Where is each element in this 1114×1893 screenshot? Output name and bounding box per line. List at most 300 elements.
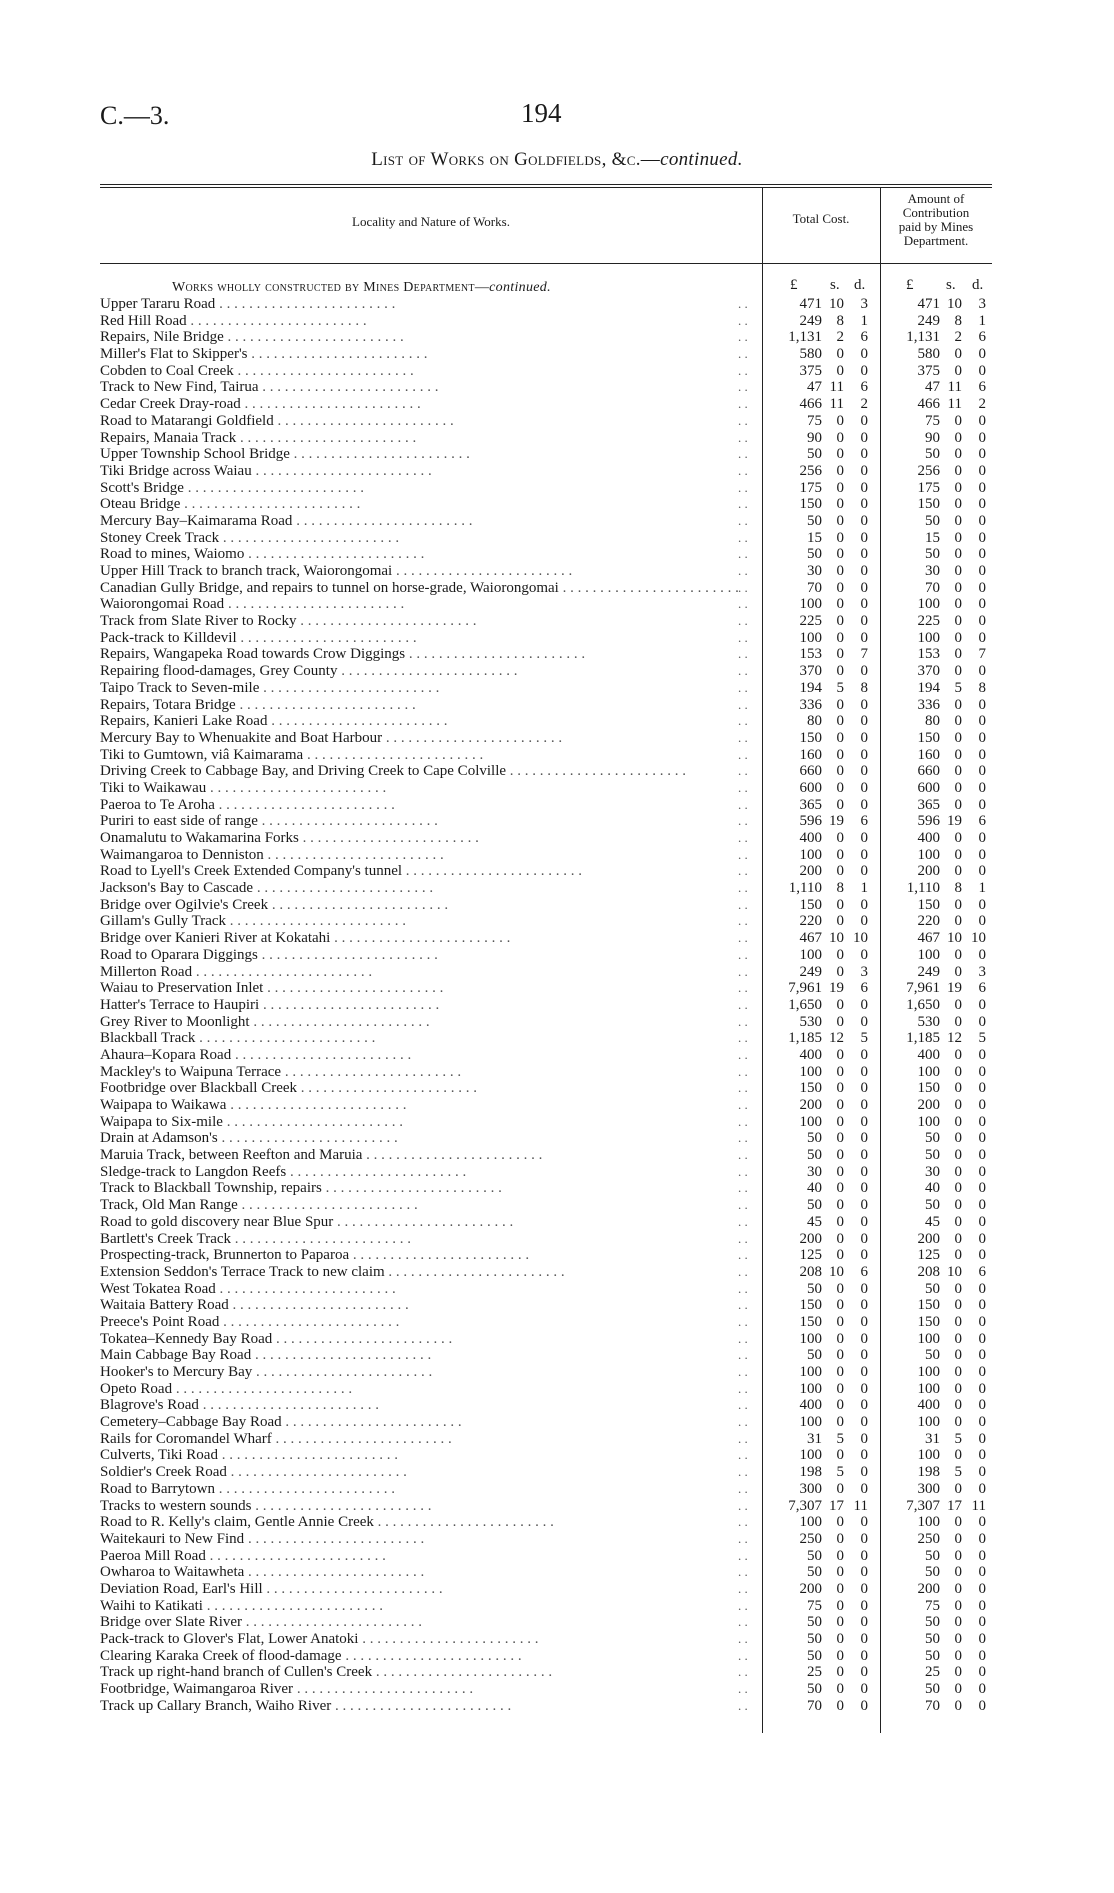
contribution-pounds: 15 — [925, 529, 940, 546]
leader-dots: . . — [738, 1514, 758, 1531]
leader-dots: . . — [738, 446, 758, 463]
total-cost-pence: 0 — [860, 596, 868, 613]
table-row — [0, 880, 1114, 897]
table-row — [0, 1197, 1114, 1214]
total-cost-pence: 0 — [860, 563, 868, 579]
total-cost-pence: 0 — [860, 1180, 868, 1197]
contribution-pounds: 150 — [917, 729, 940, 746]
contribution-shillings: 0 — [954, 1297, 962, 1314]
contribution-shillings: 0 — [954, 946, 962, 963]
total-cost-pounds: 153 — [799, 646, 822, 663]
contribution-pence: 0 — [978, 746, 986, 763]
contribution-shillings: 0 — [954, 1180, 962, 1197]
total-cost-pounds: 50 — [807, 446, 822, 463]
leader-dots: . . — [738, 980, 758, 997]
contribution-pounds: 400 — [917, 1397, 940, 1414]
total-cost-shillings: 0 — [836, 346, 844, 363]
total-cost-pence: 0 — [860, 1080, 868, 1097]
contribution-pence: 0 — [978, 479, 986, 496]
work-description: Rails for Coromandel Wharf . . — [100, 1431, 760, 1448]
total-cost-pounds: 100 — [799, 1380, 822, 1397]
table-row — [0, 1047, 1114, 1064]
table-row — [0, 1130, 1114, 1147]
contribution-pence: 0 — [978, 1013, 986, 1030]
work-description: Millerton Road . . — [100, 964, 760, 981]
total-cost-pence: 0 — [860, 1564, 868, 1581]
table-row — [0, 1464, 1114, 1481]
list-title-continued: continued. — [660, 149, 743, 170]
contribution-pounds: 50 — [925, 1647, 940, 1664]
contribution-pence: 0 — [978, 729, 986, 746]
work-description: Track from Slate River to Rocky . . — [100, 613, 760, 630]
table-row — [0, 546, 1114, 563]
contribution-pounds: 100 — [917, 846, 940, 863]
contribution-shillings: 0 — [954, 1664, 962, 1681]
leader-dots: . . — [738, 697, 758, 714]
work-description: Repairs, Totara Bridge . . — [100, 697, 760, 714]
total-cost-pence: 0 — [860, 1530, 868, 1547]
contribution-pence: 0 — [978, 1380, 986, 1397]
leader-dots: . . — [738, 997, 758, 1014]
contribution-header-line-2: Contribution — [902, 205, 970, 220]
contribution-pounds: 375 — [917, 362, 940, 379]
total-cost-shillings: 0 — [836, 546, 844, 563]
total-cost-pounds: 220 — [799, 913, 822, 930]
contribution-shillings: 0 — [954, 1163, 962, 1180]
contribution-pounds: 150 — [917, 896, 940, 913]
total-cost-pounds: 50 — [807, 1347, 822, 1364]
work-description: Ahaura–Kopara Road . . — [100, 1047, 760, 1064]
table-row — [0, 1381, 1114, 1398]
total-cost-pounds: 198 — [799, 1464, 822, 1481]
contribution-pence: 11 — [971, 1497, 986, 1514]
total-cost-pounds: 471 — [799, 296, 822, 312]
leader-dots: . . — [738, 880, 758, 897]
total-cost-pounds: 1,131 — [788, 329, 822, 346]
total-cost-pence: 0 — [860, 1697, 868, 1714]
total-cost-shillings: 5 — [836, 679, 844, 696]
leader-dots: . . — [738, 363, 758, 380]
total-cost-shillings: 0 — [836, 946, 844, 963]
contribution-pence: 6 — [978, 813, 986, 830]
contribution-pounds: 1,131 — [906, 329, 940, 346]
leader-dots: . . — [738, 613, 758, 630]
locality-column-header: Locality and Nature of Works. — [352, 214, 510, 229]
total-cost-pounds: 50 — [807, 1197, 822, 1214]
leader-dots: . . — [738, 1264, 758, 1281]
total-cost-shillings: 0 — [836, 1547, 844, 1564]
total-cost-pounds: 80 — [807, 713, 822, 730]
total-cost-pounds: 1,110 — [788, 880, 822, 897]
contribution-shillings: 0 — [954, 1597, 962, 1614]
leader-dots: . . — [738, 1531, 758, 1548]
total-cost-pence: 0 — [860, 529, 868, 546]
total-cost-pence: 0 — [860, 1547, 868, 1564]
total-cost-pounds: 50 — [807, 1547, 822, 1564]
contribution-pounds: 70 — [925, 579, 940, 596]
total-cost-pence: 3 — [860, 296, 868, 312]
leader-dots: . . — [738, 713, 758, 730]
leader-dots: . . — [738, 1598, 758, 1615]
total-cost-pence: 0 — [860, 1614, 868, 1631]
contribution-pounds: 100 — [917, 1063, 940, 1080]
table-row — [0, 813, 1114, 830]
total-cost-pounds: 200 — [799, 1097, 822, 1113]
contribution-shillings: 0 — [954, 1213, 962, 1230]
work-description: Bridge over Kanieri River at Kokatahi . . — [100, 930, 760, 947]
total-cost-pence: 0 — [860, 496, 868, 513]
contribution-shillings: 0 — [954, 1564, 962, 1581]
work-description: Tokatea–Kennedy Bay Road . . — [100, 1331, 760, 1348]
work-description: Culverts, Tiki Road . . — [100, 1447, 760, 1464]
contribution-pounds: 50 — [925, 1147, 940, 1164]
work-description: Hatter's Terrace to Haupiri . . — [100, 997, 760, 1014]
contribution-pence: 0 — [978, 1297, 986, 1314]
leader-dots: . . — [738, 913, 758, 930]
work-description: Main Cabbage Bay Road . . — [100, 1347, 760, 1364]
total-cost-shillings: 0 — [836, 830, 844, 846]
contribution-pounds: 400 — [917, 830, 940, 846]
contribution-shillings: 0 — [954, 1247, 962, 1264]
total-cost-pence: 0 — [860, 429, 868, 446]
total-cost-pence: 0 — [860, 946, 868, 963]
total-cost-pounds: 256 — [799, 462, 822, 479]
total-cost-pounds: 70 — [807, 1697, 822, 1714]
total-cost-shillings: 0 — [836, 362, 844, 379]
total-cost-shillings: 0 — [836, 913, 844, 930]
leader-dots: . . — [738, 747, 758, 764]
total-cost-pounds: 50 — [807, 1681, 822, 1698]
contribution-shillings: 0 — [954, 913, 962, 930]
work-description: Jackson's Bay to Cascade . . — [100, 880, 760, 897]
contribution-shillings: 0 — [954, 729, 962, 746]
contribution-pounds: 30 — [925, 563, 940, 579]
contribution-shillings: 8 — [954, 312, 962, 329]
total-cost-shillings: 0 — [836, 429, 844, 446]
work-description: Pack-track to Killdevil . . — [100, 630, 760, 647]
contribution-pounds: 7,307 — [906, 1497, 940, 1514]
contribution-pounds: 50 — [925, 1614, 940, 1631]
header-bottom-rule — [100, 263, 992, 264]
work-description: Repairs, Wangapeka Road towards Crow Diggings . . — [100, 646, 760, 663]
contribution-shillings: 0 — [954, 1580, 962, 1597]
total-cost-pounds: 40 — [807, 1180, 822, 1197]
total-cost-pounds: 30 — [807, 563, 822, 579]
contribution-pence: 0 — [978, 1364, 986, 1380]
total-cost-pence: 0 — [860, 796, 868, 813]
contribution-pounds: 125 — [917, 1247, 940, 1264]
total-cost-pounds: 70 — [807, 579, 822, 596]
leader-dots: . . — [738, 1281, 758, 1298]
table-row — [0, 997, 1114, 1014]
table-row — [0, 1564, 1114, 1581]
work-description: Oteau Bridge . . — [100, 496, 760, 513]
total-cost-pence: 0 — [860, 1347, 868, 1364]
total-cost-pence: 0 — [860, 1414, 868, 1431]
contribution-pounds: 50 — [925, 546, 940, 563]
total-cost-pounds: 75 — [807, 1597, 822, 1614]
leader-dots: . . — [738, 1431, 758, 1448]
contribution-pounds: 100 — [917, 946, 940, 963]
contribution-pence: 0 — [978, 613, 986, 630]
work-description: Bridge over Slate River . . — [100, 1614, 760, 1631]
total-cost-pounds: 100 — [799, 629, 822, 646]
contribution-pounds: 47 — [925, 379, 940, 396]
total-cost-shillings: 0 — [836, 1247, 844, 1264]
contribution-pounds: 100 — [917, 1414, 940, 1431]
table-row — [0, 1581, 1114, 1598]
total-cost-shillings: 5 — [836, 1430, 844, 1447]
total-cost-pounds: 7,307 — [788, 1497, 822, 1514]
contribution-pence: 0 — [978, 512, 986, 529]
total-cost-pounds: 600 — [799, 779, 822, 796]
work-description: Repairs, Kanieri Lake Road . . — [100, 713, 760, 730]
contribution-shillings: 0 — [954, 479, 962, 496]
total-cost-pence: 0 — [860, 1464, 868, 1481]
contribution-pence: 0 — [978, 1430, 986, 1447]
shillings-unit-2: s. — [946, 277, 956, 293]
work-description: Road to Oparara Diggings . . — [100, 947, 760, 964]
total-cost-shillings: 0 — [836, 462, 844, 479]
work-description: Clearing Karaka Creek of flood-damage . . — [100, 1648, 760, 1665]
total-cost-pounds: 208 — [799, 1263, 822, 1280]
contribution-pounds: 1,650 — [906, 996, 940, 1013]
total-cost-pence: 6 — [860, 379, 868, 396]
pounds-unit: £ — [790, 277, 798, 293]
total-cost-pence: 0 — [860, 1247, 868, 1264]
total-cost-shillings: 11 — [829, 379, 844, 396]
table-row — [0, 496, 1114, 513]
contribution-pence: 0 — [978, 1547, 986, 1564]
work-description: Tiki to Gumtown, viâ Kaimarama . . — [100, 747, 760, 764]
contribution-shillings: 0 — [954, 1631, 962, 1647]
contribution-shillings: 5 — [954, 1464, 962, 1481]
total-cost-shillings: 0 — [836, 596, 844, 613]
leader-dots: . . — [738, 296, 758, 313]
contribution-pence: 0 — [978, 1147, 986, 1164]
total-cost-shillings: 0 — [836, 963, 844, 980]
contribution-pence: 0 — [978, 846, 986, 863]
work-description: Footbridge over Blackball Creek . . — [100, 1080, 760, 1097]
table-row — [0, 1180, 1114, 1197]
table-row — [0, 1664, 1114, 1681]
table-row — [0, 1281, 1114, 1298]
work-description: Gillam's Gully Track . . — [100, 913, 760, 930]
contribution-pence: 0 — [978, 1163, 986, 1180]
total-cost-pounds: 125 — [799, 1247, 822, 1264]
list-title — [0, 149, 1114, 171]
total-cost-shillings: 0 — [836, 613, 844, 630]
total-cost-pounds: 50 — [807, 1147, 822, 1164]
total-cost-shillings: 19 — [829, 813, 844, 830]
table-row — [0, 947, 1114, 964]
leader-dots: . . — [738, 1631, 758, 1648]
total-cost-pence: 0 — [860, 346, 868, 363]
leader-dots: . . — [738, 1214, 758, 1231]
work-description: Repairs, Nile Bridge . . — [100, 329, 760, 346]
total-cost-pence: 0 — [860, 512, 868, 529]
leader-dots: . . — [738, 1064, 758, 1081]
total-cost-pounds: 15 — [807, 529, 822, 546]
contribution-pounds: 150 — [917, 496, 940, 513]
contribution-shillings: 0 — [954, 1280, 962, 1297]
total-cost-pounds: 160 — [799, 746, 822, 763]
total-cost-shillings: 0 — [836, 1664, 844, 1681]
total-cost-pence: 0 — [860, 779, 868, 796]
contribution-shillings: 0 — [954, 563, 962, 579]
total-cost-shillings: 0 — [836, 1330, 844, 1347]
total-cost-pence: 0 — [860, 1330, 868, 1347]
total-cost-pounds: 150 — [799, 1297, 822, 1314]
total-cost-pounds: 30 — [807, 1163, 822, 1180]
leader-dots: . . — [738, 379, 758, 396]
leader-dots: . . — [738, 630, 758, 647]
contribution-pence: 3 — [978, 963, 986, 980]
contribution-pence: 0 — [978, 596, 986, 613]
contribution-pence: 0 — [978, 1280, 986, 1297]
table-row — [0, 1698, 1114, 1715]
table-row — [0, 730, 1114, 747]
leader-dots: . . — [738, 680, 758, 697]
total-cost-pounds: 150 — [799, 1080, 822, 1097]
contribution-pence: 2 — [978, 396, 986, 413]
table-row — [0, 1030, 1114, 1047]
total-cost-shillings: 0 — [836, 1046, 844, 1063]
table-row — [0, 630, 1114, 647]
total-cost-shillings: 0 — [836, 746, 844, 763]
work-description: Cedar Creek Dray-road . . — [100, 396, 760, 413]
work-description: Track to New Find, Tairua . . — [100, 379, 760, 396]
leader-dots: . . — [738, 1147, 758, 1164]
contribution-shillings: 0 — [954, 1614, 962, 1631]
work-description: Upper Hill Track to branch track, Waiorongomai . . — [100, 563, 760, 580]
work-description: Repairs, Manaia Track . . — [100, 430, 760, 447]
work-description: Cobden to Coal Creek . . — [100, 363, 760, 380]
work-description: Blagrove's Road . . — [100, 1397, 760, 1414]
contribution-pence: 0 — [978, 896, 986, 913]
total-cost-pounds: 660 — [799, 763, 822, 780]
table-row — [0, 913, 1114, 930]
total-cost-shillings: 10 — [829, 930, 844, 947]
contribution-shillings: 0 — [954, 529, 962, 546]
contribution-pence: 0 — [978, 1230, 986, 1247]
work-description: Waihi to Katikati . . — [100, 1598, 760, 1615]
work-description: Scott's Bridge . . — [100, 480, 760, 497]
total-cost-pence: 0 — [860, 1380, 868, 1397]
contribution-pence: 0 — [978, 579, 986, 596]
work-description: Taipo Track to Seven-mile . . — [100, 680, 760, 697]
total-cost-pounds: 580 — [799, 346, 822, 363]
contribution-pence: 0 — [978, 1080, 986, 1097]
leader-dots: . . — [738, 580, 758, 597]
total-cost-pounds: 467 — [799, 930, 822, 947]
contribution-pounds: 50 — [925, 512, 940, 529]
table-row — [0, 697, 1114, 714]
contribution-shillings: 0 — [954, 1514, 962, 1531]
total-cost-pounds: 1,650 — [788, 996, 822, 1013]
contribution-shillings: 0 — [954, 1697, 962, 1714]
contribution-pounds: 70 — [925, 1697, 940, 1714]
work-description: Prospecting-track, Brunnerton to Paparoa . . — [100, 1247, 760, 1264]
total-cost-pence: 0 — [860, 1046, 868, 1063]
contribution-shillings: 0 — [954, 546, 962, 563]
leader-dots: . . — [738, 1698, 758, 1715]
contribution-pounds: 100 — [917, 1447, 940, 1464]
contribution-pounds: 200 — [917, 1580, 940, 1597]
contribution-pounds: 208 — [917, 1263, 940, 1280]
contribution-shillings: 10 — [947, 296, 962, 312]
contribution-pence: 0 — [978, 1313, 986, 1330]
total-cost-shillings: 0 — [836, 763, 844, 780]
leader-dots: . . — [738, 1014, 758, 1031]
leader-dots: . . — [738, 947, 758, 964]
total-cost-shillings: 0 — [836, 629, 844, 646]
contribution-pence: 0 — [978, 1664, 986, 1681]
work-description: Miller's Flat to Skipper's . . — [100, 346, 760, 363]
contribution-pence: 0 — [978, 1681, 986, 1698]
work-description: Puriri to east side of range . . — [100, 813, 760, 830]
leader-dots: . . — [738, 813, 758, 830]
total-cost-pounds: 225 — [799, 613, 822, 630]
contribution-pounds: 250 — [917, 1530, 940, 1547]
total-cost-shillings: 5 — [836, 1464, 844, 1481]
contribution-shillings: 0 — [954, 362, 962, 379]
contribution-pounds: 40 — [925, 1180, 940, 1197]
contribution-pence: 0 — [978, 529, 986, 546]
section-heading-text: Works wholly constructed by Mines Department— — [172, 280, 490, 295]
total-cost-pence: 6 — [860, 813, 868, 830]
contribution-shillings: 0 — [954, 412, 962, 429]
total-cost-pounds: 150 — [799, 896, 822, 913]
total-cost-pence: 0 — [860, 1681, 868, 1698]
leader-dots: . . — [738, 847, 758, 864]
total-cost-pence: 7 — [860, 646, 868, 663]
total-cost-shillings: 0 — [836, 563, 844, 579]
contribution-shillings: 0 — [954, 1097, 962, 1113]
table-row — [0, 1297, 1114, 1314]
table-top-rule — [100, 184, 992, 185]
contribution-pounds: 466 — [917, 396, 940, 413]
total-cost-shillings: 8 — [836, 880, 844, 897]
contribution-pence: 7 — [978, 646, 986, 663]
contribution-pence: 0 — [978, 946, 986, 963]
total-cost-pence: 0 — [860, 1397, 868, 1414]
total-cost-shillings: 0 — [836, 1697, 844, 1714]
table-row — [0, 1598, 1114, 1615]
contribution-pence: 0 — [978, 1130, 986, 1147]
total-cost-pence: 0 — [860, 1147, 868, 1164]
contribution-shillings: 0 — [954, 496, 962, 513]
table-top-rule-2 — [100, 187, 992, 188]
total-cost-shillings: 0 — [836, 796, 844, 813]
contribution-pence: 0 — [978, 1697, 986, 1714]
leader-dots: . . — [738, 964, 758, 981]
contribution-pounds: 100 — [917, 1364, 940, 1380]
total-cost-pence: 1 — [860, 312, 868, 329]
contribution-pence: 0 — [978, 1564, 986, 1581]
contribution-pounds: 660 — [917, 763, 940, 780]
total-cost-shillings: 0 — [836, 512, 844, 529]
total-cost-shillings: 0 — [836, 579, 844, 596]
total-cost-pence: 0 — [860, 1097, 868, 1113]
contribution-pounds: 150 — [917, 1297, 940, 1314]
total-cost-pounds: 530 — [799, 1013, 822, 1030]
contribution-pence: 0 — [978, 629, 986, 646]
table-row — [0, 296, 1114, 313]
work-description: Waitaia Battery Road . . — [100, 1297, 760, 1314]
contribution-shillings: 2 — [954, 329, 962, 346]
table-row — [0, 346, 1114, 363]
